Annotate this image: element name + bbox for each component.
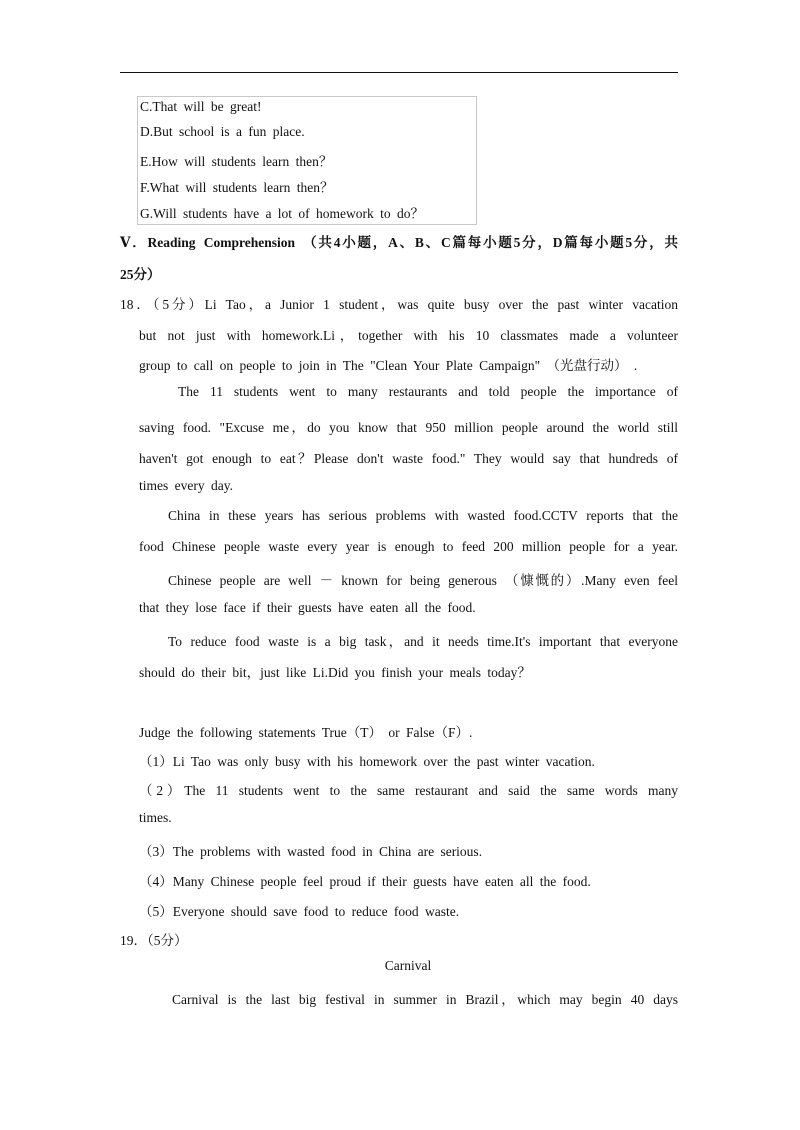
option-f: F.What will students learn then？ <box>140 180 334 195</box>
header-rule <box>120 72 678 73</box>
section-heading: Ⅴ．Reading Comprehension （共4小题，A、B、C篇每小题5分，D篇每小题5分，共 <box>120 235 678 250</box>
q18-instruction: Judge the following statements True（T） or False（F）. <box>139 725 473 740</box>
option-d: D.But school is a fun place. <box>140 124 305 139</box>
q18-statement-5: （5）Everyone should save food to reduce food waste. <box>139 904 460 919</box>
q19-title: Carnival <box>384 958 432 973</box>
q18-line-9: food Chinese people waste every year is enough to feed 200 million people for a year. <box>139 539 678 554</box>
q18-line-5: saving food. "Excuse me，do you know that 950 million people around the world still <box>139 420 678 435</box>
q18-line-11: that they lose face if their guests have eaten all the food. <box>139 600 476 615</box>
q18-line-7: times every day. <box>139 478 233 493</box>
option-c: C.That will be great! <box>140 99 262 114</box>
q18-line-3: group to call on people to join in The "Clean Your Plate Campaign" （光盘行动） . <box>139 358 638 373</box>
q19-first-line: Carnival is the last big festival in summer in Brazil，which may begin 40 days <box>172 992 678 1007</box>
q19-number: 19．（5分） <box>120 933 188 948</box>
option-e: E.How will students learn then？ <box>140 154 333 169</box>
q18-line-13: should do their bit，just like Li.Did you finish your meals today？ <box>139 665 531 680</box>
option-g: G.Will students have a lot of homework to do？ <box>140 206 425 221</box>
q18-line-4: The 11 students went to many restaurants and told people the importance of <box>178 384 678 399</box>
section-heading-cont: 25分） <box>120 267 161 282</box>
q18-statement-2: （2）The 11 students went to the same restaurant and said the same words many <box>139 783 678 798</box>
q18-line-6: haven't got enough to eat？Please don't waste food." They would say that hundreds of <box>139 451 678 466</box>
q18-line-2: but not just with homework.Li，together with his 10 classmates made a volunteer <box>139 328 678 343</box>
q18-line-10: Chinese people are well － known for being generous （慷慨的）.Many even feel <box>168 573 678 588</box>
q18-statement-2-cont: times. <box>139 810 172 825</box>
q18-line-1: 18．（5分）Li Tao，a Junior 1 student，was quite busy over the past winter vacation <box>120 297 678 312</box>
q18-line-8: China in these years has serious problems with wasted food.CCTV reports that the <box>168 508 678 523</box>
q18-statement-3: （3）The problems with wasted food in China are serious. <box>139 844 483 859</box>
q18-statement-1: （1）Li Tao was only busy with his homework over the past winter vacation. <box>139 754 595 769</box>
q18-line-12: To reduce food waste is a big task，and it needs time.It's important that everyone <box>168 634 678 649</box>
q18-statement-4: （4）Many Chinese people feel proud if their guests have eaten all the food. <box>139 874 591 889</box>
